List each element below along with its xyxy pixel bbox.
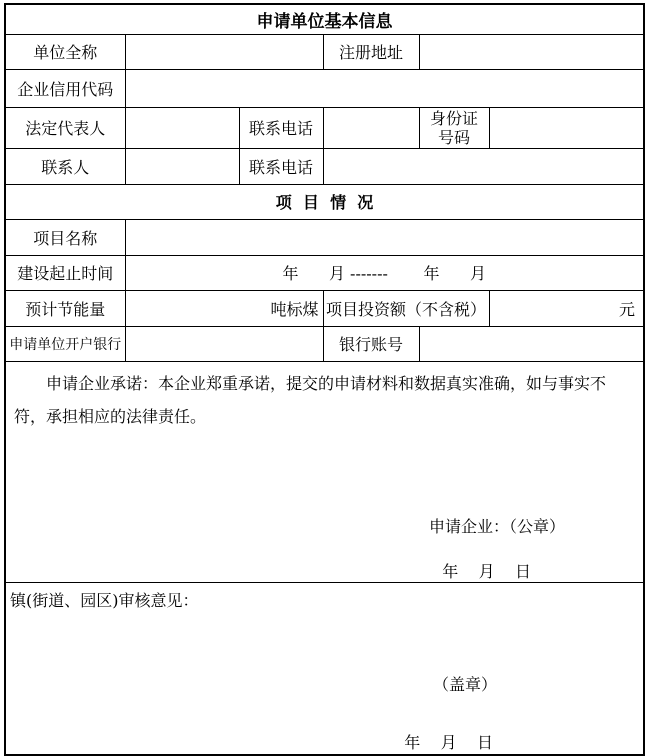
investment-value-cell[interactable]: 元 bbox=[489, 290, 644, 326]
id-number-label-line1: 身份证 bbox=[429, 108, 478, 128]
contact-value-cell[interactable] bbox=[125, 148, 239, 184]
legal-rep-phone-label: 联系电话 bbox=[239, 107, 323, 148]
account-value-cell[interactable] bbox=[419, 326, 644, 361]
review-block bbox=[6, 588, 643, 754]
unit-name-value-cell[interactable] bbox=[125, 34, 323, 69]
bank-label: 申请单位开户银行 bbox=[5, 326, 125, 361]
investment-label: 项目投资额（不含税） bbox=[323, 290, 489, 326]
legal-rep-value-cell[interactable] bbox=[125, 107, 239, 148]
contact-phone-value-cell[interactable] bbox=[323, 148, 644, 184]
legal-rep-label: 法定代表人 bbox=[5, 107, 125, 148]
energy-value-cell[interactable]: 吨标煤 bbox=[125, 290, 323, 326]
commitment-text: 申请企业承诺：本企业郑重承诺，提交的申请材料和数据真实准确，如与事实不符，承担相应的法律责任。 bbox=[14, 373, 607, 426]
legal-rep-phone-value-cell[interactable] bbox=[323, 107, 419, 148]
project-name-value-cell[interactable] bbox=[125, 219, 644, 255]
review-cell[interactable] bbox=[5, 582, 644, 755]
application-form-table bbox=[4, 3, 645, 756]
commitment-date-line: 年 月 日 bbox=[442, 561, 531, 581]
commitment-block bbox=[6, 367, 643, 582]
reg-address-label: 注册地址 bbox=[323, 34, 419, 69]
basic-info-section-title: 申请单位基本信息 bbox=[5, 4, 644, 34]
account-label: 银行账号 bbox=[323, 326, 419, 361]
credit-code-label: 企业信用代码 bbox=[5, 69, 125, 107]
commitment-signature-line: 申请企业：（公章） bbox=[428, 516, 565, 536]
review-seal-line: （盖章） bbox=[432, 674, 497, 694]
id-number-label-line2: 号码 bbox=[437, 127, 470, 147]
period-label: 建设起止时间 bbox=[5, 255, 125, 290]
unit-name-label: 单位全称 bbox=[5, 34, 125, 69]
credit-code-value-cell[interactable] bbox=[125, 69, 644, 107]
period-value-cell[interactable]: 年 月 ------- 年 月 bbox=[125, 255, 644, 290]
reg-address-value-cell[interactable] bbox=[419, 34, 644, 69]
id-number-label bbox=[419, 107, 489, 148]
commitment-cell[interactable] bbox=[5, 361, 644, 582]
project-name-label: 项目名称 bbox=[5, 219, 125, 255]
contact-phone-label: 联系电话 bbox=[239, 148, 323, 184]
bank-value-cell[interactable] bbox=[125, 326, 323, 361]
review-date-line: 年 月 日 bbox=[404, 732, 493, 752]
review-opinion-label: 镇(街道、园区)审核意见： bbox=[10, 590, 199, 610]
project-section-title: 项 目 情 况 bbox=[5, 184, 644, 219]
energy-label: 预计节能量 bbox=[5, 290, 125, 326]
contact-label: 联系人 bbox=[5, 148, 125, 184]
id-number-value-cell[interactable] bbox=[489, 107, 644, 148]
